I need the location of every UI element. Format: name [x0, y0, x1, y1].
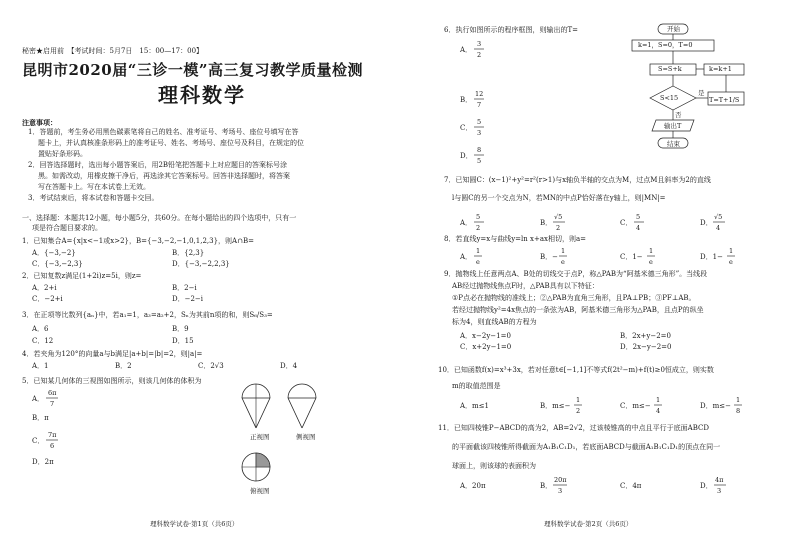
fraction-bar [46, 397, 60, 399]
q6-option-a-denominator: 2 [477, 51, 482, 59]
fraction-bar [46, 439, 60, 441]
fraction-bar [553, 484, 569, 486]
fraction-bar [474, 98, 486, 100]
q7-option-a-denominator: 2 [476, 224, 481, 232]
q4-option-a: A．1 [32, 362, 49, 370]
q5-option-c-numerator: 7π [48, 431, 57, 439]
top-view-label: 俯视图 [250, 487, 270, 495]
exam-title: 昆明市2020届“三诊一模”高三复习教学质量检测 [22, 61, 364, 79]
q5-option-b: B．π [32, 414, 49, 422]
notice-line: 题卡上，并认真核准条形码上的准考证号、姓名、考场号、座位号及科目，在规定的位 [38, 139, 304, 147]
fraction-bar [654, 404, 664, 406]
q7-option-b-label: B． [540, 219, 553, 227]
q6-option-a-numerator: 3 [477, 40, 482, 48]
q10-option-d-denominator: 8 [736, 407, 741, 415]
q11-option-d-label: D． [700, 482, 713, 490]
q1-option-d: D．{−3,−2,2,3} [172, 260, 230, 268]
q5-option-c-label: C． [32, 437, 45, 445]
front-view-shape [242, 384, 270, 428]
q6-option-d-denominator: 5 [477, 157, 482, 165]
q7-option-c-numerator: 5 [636, 213, 641, 221]
flowchart-end: 结束 [667, 140, 680, 148]
question-1-stem: 1．已知集合A={x|x<−1或x>2}，B={−3,−2,−1,0,1,2,3}，则A∩B= [22, 237, 254, 245]
q2-option-a: A．2+i [32, 284, 57, 292]
q1-option-a: A．{−3,−2} [32, 249, 76, 257]
q7-option-b-numerator: √5 [554, 213, 563, 221]
notice-line: 黑。如需改动，用橡皮擦干净后，再选涂其它答案标号。回答非选择题时，将答案 [38, 172, 290, 180]
question-11-stem: 11．已知四棱锥P−ABCD的高为2，AB=2√2，过该棱锥高的中点且平行于底面ABCD [438, 424, 709, 432]
flowchart-start: 开始 [667, 25, 680, 33]
q10-option-c-denominator: 4 [656, 407, 661, 415]
question-9-stem: 若经过抛物线y²=4x焦点的一条弦为AB，阿基米德三角形为△PAB，且点P的纵坐 [452, 306, 704, 314]
q6-option-c-numerator: 5 [477, 118, 482, 126]
q7-option-d-label: D． [700, 219, 713, 227]
q7-option-d-denominator: 4 [716, 224, 721, 232]
question-7-stem: l与圆C的另一个交点为N，若MN的中点P恰好落在y轴上，则|MN|= [452, 194, 666, 202]
q8-option-b-label: B．− [540, 253, 559, 261]
q10-option-d-label: D．m≤− [700, 402, 731, 410]
q8-option-b-numerator: 1 [561, 247, 566, 255]
q10-option-c-numerator: 1 [656, 396, 661, 404]
q11-option-d-numerator: 4π [715, 476, 724, 484]
question-9-stem: ①P点必在抛物线的准线上；②△PAB为直角三角形，且PA⊥PB；③PF⊥AB。 [452, 294, 696, 302]
q3-option-d: D．15 [172, 337, 194, 345]
fraction-bar [647, 255, 657, 257]
exam-subject: 理科数学 [158, 83, 246, 107]
question-10-stem: 10．已知函数f(x)=x³+3x，若对任意t∈[−1,1]不等式f(2t²−m)+f(t)≥0恒成立，则实数 [438, 366, 714, 374]
question-11-stem: 的平面截该四棱锥所得截面为A₁B₁C₁D₁，若底面ABCD与截面A₁B₁C₁D₁的顶点在同一 [452, 443, 721, 451]
q8-option-a-label: A． [460, 253, 473, 261]
q6-option-d-numerator: 8 [477, 146, 482, 154]
flowchart-condition: S<15 [660, 94, 679, 102]
side-view-shape [288, 384, 316, 428]
q7-option-b-denominator: 2 [556, 224, 561, 232]
q11-option-d-denominator: 3 [717, 487, 722, 495]
notice-line: 3．考试结束后，将本试卷和答题卡交回。 [28, 194, 159, 202]
fraction-bar [474, 221, 486, 223]
side-view-label: 侧视图 [296, 433, 316, 441]
q8-option-a-denominator: e [476, 258, 480, 266]
fraction-bar [734, 404, 744, 406]
q4-option-d: D．4 [280, 362, 298, 370]
flowchart-sum: S=S+k [658, 65, 682, 73]
front-view-label: 正视图 [250, 433, 270, 441]
q7-option-a-label: A． [460, 219, 473, 227]
q2-option-c: C．−2+i [32, 295, 63, 303]
fraction-bar [634, 221, 646, 223]
q10-option-d-numerator: 1 [736, 396, 741, 404]
q10-option-a: A．m≤1 [460, 402, 490, 410]
q3-option-b: B．9 [172, 325, 189, 333]
section-heading: 一、选择题：本题共12小题，每小题5分，共60分。在每小题给出的四个选项中，只有一 [22, 214, 297, 222]
fraction-bar [474, 154, 486, 156]
fraction-bar [714, 484, 728, 486]
q6-option-b-denominator: 7 [477, 101, 482, 109]
q10-option-b-label: B．m≤− [540, 402, 571, 410]
question-9-stem: 标为4，则直线AB的方程为 [452, 318, 537, 326]
q5-option-a-label: A． [32, 395, 45, 403]
q6-option-a-label: A． [460, 46, 473, 54]
q8-option-c-label: C．1− [620, 253, 643, 261]
flowchart-init: k=1，S=0，T=0 [638, 41, 693, 49]
q7-option-c-label: C． [620, 219, 633, 227]
fraction-bar [474, 48, 486, 50]
question-6-stem: 6．执行如图所示的程序框图，则输出的T= [444, 26, 578, 34]
q8-option-d-denominator: e [729, 258, 733, 266]
flowchart-no: 否 [675, 111, 682, 119]
q7-option-d-numerator: √5 [714, 213, 723, 221]
q7-option-c-denominator: 4 [636, 224, 641, 232]
q9-option-d: D．2x−y−2=0 [620, 343, 672, 351]
q2-option-b: B．2−i [172, 284, 197, 292]
q9-option-b: B．2x+y−2=0 [620, 332, 672, 340]
question-8-stem: 8．若直线y=x与曲线y=ln x+ax相切，则a= [444, 235, 586, 243]
fraction-bar [474, 255, 484, 257]
notice-line: 1．答题前，考生务必用黑色碳素笔将自己的姓名、准考证号、考场号、座位号填写在答 [28, 128, 299, 136]
question-9-stem: AB经过抛物线焦点F时，△PAB具有以下特征： [452, 282, 599, 290]
notice-line: 2．回答选择题时，选出每小题答案后，用2B铅笔把答题卡上对应题目的答案标号涂 [28, 161, 288, 169]
q11-option-b-denominator: 3 [558, 487, 563, 495]
q10-option-b-numerator: 1 [576, 396, 581, 404]
confidential-header: 秘密★启用前 【考试时间：5月7日 15：00—17：00】 [22, 47, 204, 55]
q6-option-b-numerator: 12 [475, 90, 484, 98]
q10-option-b-denominator: 2 [576, 407, 581, 415]
q8-option-d-label: D．1− [700, 253, 723, 261]
q4-option-c: C．2√3 [198, 362, 224, 370]
notice-line: 置贴好条形码。 [38, 150, 87, 158]
q6-option-d-label: D． [460, 152, 473, 160]
question-4-stem: 4．若夹角为120°的向量a与b满足|a+b|=|b|=2，则|a|= [22, 350, 203, 358]
flowchart-output: 输出T [664, 122, 682, 130]
q3-option-c: C．12 [32, 337, 54, 345]
fraction-bar [559, 255, 569, 257]
question-11-stem: 球面上，则该球的表面积为 [452, 462, 536, 470]
fraction-bar [474, 126, 486, 128]
q1-option-c: C．{−3,−2,3} [32, 260, 83, 268]
q6-option-c-label: C． [460, 124, 473, 132]
q3-option-a: A．6 [32, 325, 49, 333]
q11-option-b-numerator: 20π [554, 476, 567, 484]
fraction-bar [574, 404, 584, 406]
flowchart-yes: 是 [698, 89, 705, 97]
q5-option-d: D．2π [32, 458, 54, 466]
fraction-bar [727, 255, 737, 257]
q6-option-b-label: B． [460, 96, 473, 104]
q9-option-c: C．x+2y−1=0 [460, 343, 512, 351]
q7-option-a-numerator: 5 [476, 213, 481, 221]
q5-option-a-denominator: 7 [50, 400, 55, 408]
q2-option-d: D．−2−i [172, 295, 204, 303]
page-footer: 理科数学试卷·第2页（共6页） [544, 520, 633, 528]
q11-option-b-label: B． [540, 482, 553, 490]
question-3-stem: 3．在正项等比数列{aₙ}中，若a₁=1，a₃=a₂+2，Sₙ为其前n项的和，则S₆/S₃= [22, 311, 273, 319]
flowchart-increment: k=k+1 [709, 65, 732, 73]
question-2-stem: 2．已知复数z满足(1+2i)z=5i，则z= [22, 272, 142, 280]
q1-option-b: B．{2,3} [172, 249, 205, 257]
top-view-shape [242, 453, 270, 481]
q5-option-c-denominator: 6 [50, 442, 55, 450]
page-footer: 理科数学试卷·第1页（共6页） [150, 520, 239, 528]
notice-title: 注意事项： [22, 118, 57, 127]
question-5-stem: 5．已知某几何体的三视图如图所示，则该几何体的体积为 [22, 377, 202, 385]
q4-option-b: B．2 [115, 362, 132, 370]
question-10-stem: m的取值范围是 [452, 382, 501, 390]
q5-option-a-numerator: 6π [48, 389, 57, 397]
q8-option-d-numerator: 1 [729, 247, 734, 255]
flowchart-update: T=T+1/S [709, 96, 740, 104]
q8-option-b-denominator: e [561, 258, 565, 266]
q11-option-a: A．20π [460, 482, 486, 490]
question-9-stem: 9．抛物线上任意两点A、B处的切线交于点P，称△PAB为“阿基米德三角形”。当线段 [444, 270, 708, 278]
notice-line: 写在答题卡上。写在本试卷上无效。 [38, 183, 150, 191]
section-heading: 项是符合题目要求的。 [32, 224, 102, 232]
fraction-bar [713, 221, 727, 223]
question-7-stem: 7．已知圆C：(x−1)²+y²=r²(r>1)与x轴负半轴的交点为M，过点M且斜率为2的直线 [444, 176, 711, 184]
q10-option-c-label: C．m≤− [620, 402, 651, 410]
exam-page-2 [404, 0, 794, 550]
fraction-bar [553, 221, 567, 223]
q8-option-a-numerator: 1 [476, 247, 481, 255]
q11-option-c: C．4π [620, 482, 642, 490]
q9-option-a: A．x−2y−1=0 [460, 332, 511, 340]
q8-option-c-denominator: e [649, 258, 653, 266]
q8-option-c-numerator: 1 [649, 247, 654, 255]
q6-option-c-denominator: 3 [477, 129, 482, 137]
